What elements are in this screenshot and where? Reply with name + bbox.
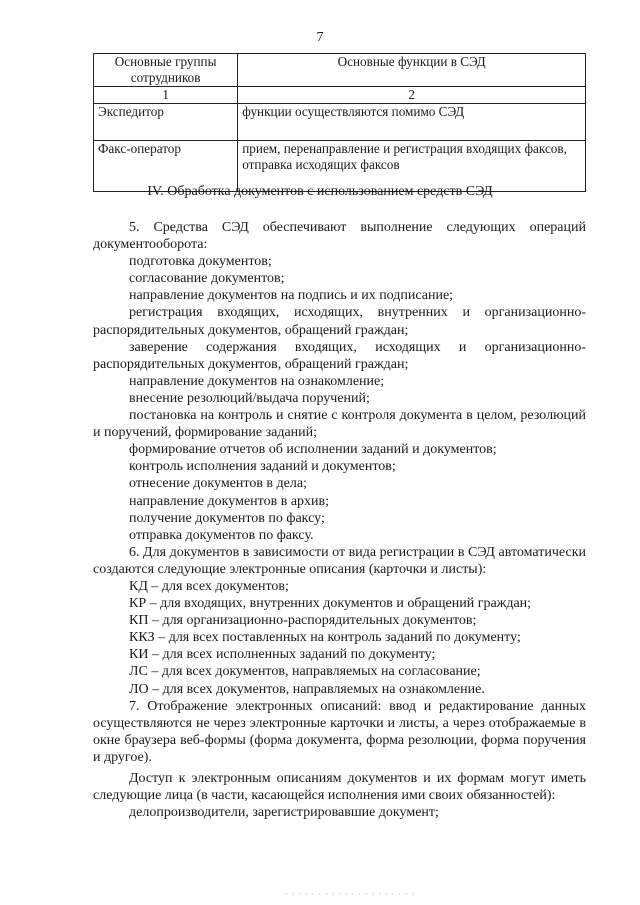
column-header-functions: Основные функции в СЭД [238, 54, 586, 87]
list-item: направление документов в архив; [129, 493, 330, 509]
list-item: направление документов на подпись и их подписание; [129, 288, 454, 304]
column-number-2: 2 [238, 87, 586, 104]
table-cell-function: прием, перенаправление и регистрация входящих факсов, отправка исходящих факсов [238, 141, 586, 192]
table-cell-group: Экспедитор [94, 104, 238, 141]
table-cell-function: функции осуществляются помимо СЭД [238, 104, 586, 141]
list-item: ЛО – для всех документов, направляемых на ознакомление. [129, 681, 485, 697]
list-item: формирование отчетов об исполнении заданий и документов; [129, 442, 497, 458]
paragraph-6: 6. Для документов в зависимости от вида регистрации в СЭД автоматически создаются следующие электронные описания (карточки и листы): [93, 544, 586, 577]
column-number-1: 1 [94, 87, 238, 104]
table-row [94, 104, 586, 141]
page-number: 7 [316, 30, 324, 45]
paragraph-8: Доступ к электронным описаниям документов и их формам могут иметь следующие лица (в части, касающейся исполнения ими своих обязанностей): [93, 771, 586, 804]
list-item: согласование документов; [129, 271, 285, 287]
list-item: регистрация входящих, исходящих, внутренних и организационно-распорядительных документов, обращений граждан; [93, 305, 586, 338]
list-item: отнесение документов в дела; [129, 476, 307, 492]
list-item: получение документов по факсу; [129, 510, 325, 526]
list-item: ЛС – для всех документов, направляемых на согласование; [129, 664, 481, 680]
list-item: отправка документов по факсу. [129, 527, 314, 543]
list-item: КД – для всех документов; [129, 578, 289, 594]
paragraph-5: 5. Средства СЭД обеспечивают выполнение следующих операций документооборота: [93, 220, 586, 253]
list-item: ККЗ – для всех поставленных на контроль заданий по документу; [129, 630, 521, 646]
column-header-groups: Основные группы сотрудников [94, 54, 238, 87]
list-item: внесение резолюций/выдача поручений; [129, 390, 370, 406]
scan-artifact: · · · · · · · · · · · · · · · · · · · · [285, 890, 416, 899]
list-item: КИ – для всех исполненных заданий по документу; [129, 647, 436, 663]
list-item: постановка на контроль и снятие с контроля документа в целом, резолюций и поручений, формирование заданий; [93, 408, 586, 441]
table-header-row [94, 54, 586, 87]
list-item: подготовка документов; [129, 254, 272, 270]
list-item: КП – для организационно-распорядительных документов; [129, 613, 477, 629]
list-item: заверение содержания входящих, исходящих и организационно-распорядительных документов, обращений граждан; [93, 339, 586, 372]
paragraph-7: 7. Отображение электронных описаний: ввод и редактирование данных осуществляются не через электронные карточки и листы, а через отображаемые в окне браузера веб-формы (форма документа, форма резолюции, форма поручения и другое). [93, 698, 586, 765]
section-title: IV. Обработка документов с использованием средств СЭД [147, 184, 493, 199]
table-cell-group: Факс-оператор [94, 141, 238, 192]
list-item: КР – для входящих, внутренних документов и обращений граждан; [129, 596, 532, 612]
table-number-row [94, 87, 586, 104]
list-item: делопроизводители, зарегистрировавшие документ; [129, 805, 439, 821]
list-item: направление документов на ознакомление; [129, 373, 385, 389]
list-item: контроль исполнения заданий и документов; [129, 459, 396, 475]
document-body [93, 219, 586, 821]
staff-functions-table [93, 53, 586, 192]
